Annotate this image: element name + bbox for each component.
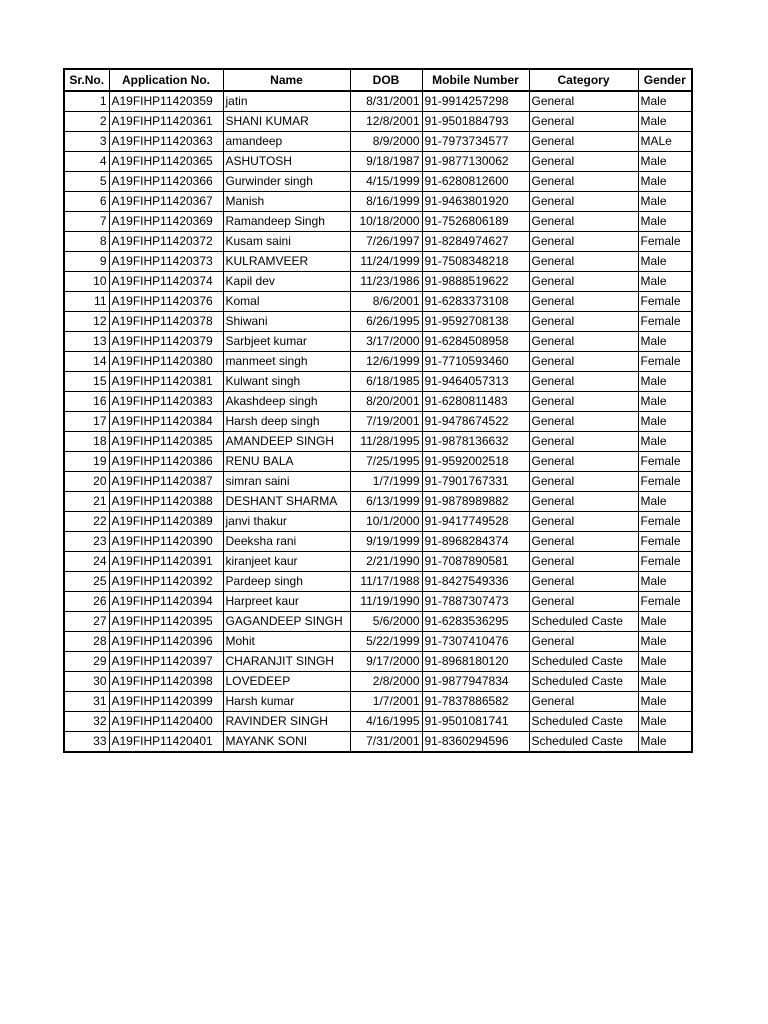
category-cell: General: [529, 592, 638, 612]
dob-cell: 8/31/2001: [350, 91, 422, 112]
sr-no-cell: 33: [64, 732, 109, 753]
table-row: [64, 492, 692, 512]
sr-no-cell: 8: [64, 232, 109, 252]
dob-cell: 11/19/1990: [350, 592, 422, 612]
sr-no-cell: 7: [64, 212, 109, 232]
mobile-number-cell: 91-7710593460: [422, 352, 529, 372]
dob-cell: 7/25/1995: [350, 452, 422, 472]
sr-no-cell: 15: [64, 372, 109, 392]
mobile-number-cell: 91-9592002518: [422, 452, 529, 472]
gender-cell: Female: [638, 512, 692, 532]
sr-no-cell: 11: [64, 292, 109, 312]
mobile-number-cell: 91-7307410476: [422, 632, 529, 652]
header-sr-no: Sr.No.: [64, 69, 109, 91]
category-cell: General: [529, 192, 638, 212]
category-cell: General: [529, 392, 638, 412]
table-row: [64, 592, 692, 612]
header-dob: DOB: [350, 69, 422, 91]
name-cell: Kusam saini: [223, 232, 350, 252]
category-cell: General: [529, 91, 638, 112]
table-row: [64, 352, 692, 372]
gender-cell: Female: [638, 352, 692, 372]
dob-cell: 1/7/1999: [350, 472, 422, 492]
application-no-cell: A19FIHP11420376: [109, 292, 223, 312]
mobile-number-cell: 91-8284974627: [422, 232, 529, 252]
sr-no-cell: 18: [64, 432, 109, 452]
table-row: [64, 652, 692, 672]
category-cell: General: [529, 492, 638, 512]
application-no-cell: A19FIHP11420369: [109, 212, 223, 232]
name-cell: ASHUTOSH: [223, 152, 350, 172]
sr-no-cell: 21: [64, 492, 109, 512]
header-mobile-number: Mobile Number: [422, 69, 529, 91]
name-cell: Ramandeep Singh: [223, 212, 350, 232]
dob-cell: 6/26/1995: [350, 312, 422, 332]
name-cell: Gurwinder singh: [223, 172, 350, 192]
gender-cell: Male: [638, 192, 692, 212]
sr-no-cell: 1: [64, 91, 109, 112]
sr-no-cell: 10: [64, 272, 109, 292]
gender-cell: Male: [638, 112, 692, 132]
mobile-number-cell: 91-9878136632: [422, 432, 529, 452]
category-cell: Scheduled Caste: [529, 672, 638, 692]
application-no-cell: A19FIHP11420372: [109, 232, 223, 252]
application-no-cell: A19FIHP11420385: [109, 432, 223, 452]
dob-cell: 7/31/2001: [350, 732, 422, 753]
sr-no-cell: 2: [64, 112, 109, 132]
sr-no-cell: 30: [64, 672, 109, 692]
mobile-number-cell: 91-9878989882: [422, 492, 529, 512]
category-cell: General: [529, 472, 638, 492]
name-cell: simran saini: [223, 472, 350, 492]
dob-cell: 4/15/1999: [350, 172, 422, 192]
table-row: [64, 512, 692, 532]
sr-no-cell: 27: [64, 612, 109, 632]
applicant-table: [63, 68, 693, 753]
application-no-cell: A19FIHP11420391: [109, 552, 223, 572]
gender-cell: Female: [638, 312, 692, 332]
mobile-number-cell: 91-9417749528: [422, 512, 529, 532]
application-no-cell: A19FIHP11420390: [109, 532, 223, 552]
application-no-cell: A19FIHP11420374: [109, 272, 223, 292]
table-row: [64, 332, 692, 352]
table-row: [64, 272, 692, 292]
name-cell: Komal: [223, 292, 350, 312]
table-row: [64, 672, 692, 692]
sr-no-cell: 23: [64, 532, 109, 552]
sr-no-cell: 9: [64, 252, 109, 272]
table-row: [64, 252, 692, 272]
gender-cell: Female: [638, 472, 692, 492]
header-name: Name: [223, 69, 350, 91]
name-cell: AMANDEEP SINGH: [223, 432, 350, 452]
name-cell: RAVINDER SINGH: [223, 712, 350, 732]
mobile-number-cell: 91-7508348218: [422, 252, 529, 272]
dob-cell: 12/6/1999: [350, 352, 422, 372]
sr-no-cell: 19: [64, 452, 109, 472]
application-no-cell: A19FIHP11420361: [109, 112, 223, 132]
category-cell: General: [529, 532, 638, 552]
application-no-cell: A19FIHP11420384: [109, 412, 223, 432]
dob-cell: 8/20/2001: [350, 392, 422, 412]
name-cell: Shiwani: [223, 312, 350, 332]
mobile-number-cell: 91-8427549336: [422, 572, 529, 592]
mobile-number-cell: 91-8968284374: [422, 532, 529, 552]
gender-cell: Male: [638, 572, 692, 592]
sr-no-cell: 31: [64, 692, 109, 712]
gender-cell: Male: [638, 672, 692, 692]
table-row: [64, 312, 692, 332]
name-cell: Deeksha rani: [223, 532, 350, 552]
gender-cell: Male: [638, 712, 692, 732]
application-no-cell: A19FIHP11420400: [109, 712, 223, 732]
name-cell: Pardeep singh: [223, 572, 350, 592]
mobile-number-cell: 91-9478674522: [422, 412, 529, 432]
mobile-number-cell: 91-7973734577: [422, 132, 529, 152]
sr-no-cell: 4: [64, 152, 109, 172]
table-row: [64, 132, 692, 152]
application-no-cell: A19FIHP11420383: [109, 392, 223, 412]
dob-cell: 11/24/1999: [350, 252, 422, 272]
gender-cell: Male: [638, 632, 692, 652]
category-cell: General: [529, 352, 638, 372]
application-no-cell: A19FIHP11420387: [109, 472, 223, 492]
sr-no-cell: 29: [64, 652, 109, 672]
name-cell: Kapil dev: [223, 272, 350, 292]
table-row: [64, 292, 692, 312]
dob-cell: 8/6/2001: [350, 292, 422, 312]
mobile-number-cell: 91-6283536295: [422, 612, 529, 632]
dob-cell: 1/7/2001: [350, 692, 422, 712]
mobile-number-cell: 91-8360294596: [422, 732, 529, 753]
sr-no-cell: 28: [64, 632, 109, 652]
category-cell: General: [529, 272, 638, 292]
gender-cell: Female: [638, 592, 692, 612]
mobile-number-cell: 91-9501884793: [422, 112, 529, 132]
sr-no-cell: 12: [64, 312, 109, 332]
table-row: [64, 212, 692, 232]
mobile-number-cell: 91-7887307473: [422, 592, 529, 612]
category-cell: General: [529, 252, 638, 272]
table-row: [64, 91, 692, 112]
mobile-number-cell: 91-6280812600: [422, 172, 529, 192]
application-no-cell: A19FIHP11420381: [109, 372, 223, 392]
mobile-number-cell: 91-9877130062: [422, 152, 529, 172]
sr-no-cell: 17: [64, 412, 109, 432]
gender-cell: Male: [638, 272, 692, 292]
table-row: [64, 432, 692, 452]
application-no-cell: A19FIHP11420379: [109, 332, 223, 352]
dob-cell: 7/26/1997: [350, 232, 422, 252]
category-cell: General: [529, 292, 638, 312]
category-cell: General: [529, 512, 638, 532]
dob-cell: 10/18/2000: [350, 212, 422, 232]
application-no-cell: A19FIHP11420389: [109, 512, 223, 532]
table-row: [64, 392, 692, 412]
application-no-cell: A19FIHP11420399: [109, 692, 223, 712]
gender-cell: Male: [638, 152, 692, 172]
application-no-cell: A19FIHP11420363: [109, 132, 223, 152]
dob-cell: 9/17/2000: [350, 652, 422, 672]
application-no-cell: A19FIHP11420366: [109, 172, 223, 192]
application-no-cell: A19FIHP11420365: [109, 152, 223, 172]
name-cell: KULRAMVEER: [223, 252, 350, 272]
dob-cell: 8/9/2000: [350, 132, 422, 152]
gender-cell: Male: [638, 392, 692, 412]
mobile-number-cell: 91-9888519622: [422, 272, 529, 292]
application-no-cell: A19FIHP11420395: [109, 612, 223, 632]
dob-cell: 5/22/1999: [350, 632, 422, 652]
name-cell: kiranjeet kaur: [223, 552, 350, 572]
category-cell: General: [529, 172, 638, 192]
dob-cell: 11/17/1988: [350, 572, 422, 592]
sr-no-cell: 26: [64, 592, 109, 612]
gender-cell: Female: [638, 532, 692, 552]
mobile-number-cell: 91-7526806189: [422, 212, 529, 232]
sr-no-cell: 20: [64, 472, 109, 492]
mobile-number-cell: 91-8968180120: [422, 652, 529, 672]
category-cell: General: [529, 232, 638, 252]
application-no-cell: A19FIHP11420394: [109, 592, 223, 612]
category-cell: Scheduled Caste: [529, 732, 638, 753]
application-no-cell: A19FIHP11420398: [109, 672, 223, 692]
application-no-cell: A19FIHP11420359: [109, 91, 223, 112]
dob-cell: 7/19/2001: [350, 412, 422, 432]
name-cell: SHANI KUMAR: [223, 112, 350, 132]
header-row: [64, 69, 692, 91]
gender-cell: Male: [638, 652, 692, 672]
gender-cell: Female: [638, 452, 692, 472]
category-cell: General: [529, 112, 638, 132]
table-row: [64, 732, 692, 753]
category-cell: Scheduled Caste: [529, 612, 638, 632]
category-cell: General: [529, 332, 638, 352]
gender-cell: Female: [638, 552, 692, 572]
mobile-number-cell: 91-6284508958: [422, 332, 529, 352]
dob-cell: 5/6/2000: [350, 612, 422, 632]
dob-cell: 6/13/1999: [350, 492, 422, 512]
application-no-cell: A19FIHP11420373: [109, 252, 223, 272]
table-row: [64, 112, 692, 132]
name-cell: Manish: [223, 192, 350, 212]
category-cell: General: [529, 432, 638, 452]
category-cell: General: [529, 692, 638, 712]
name-cell: GAGANDEEP SINGH: [223, 612, 350, 632]
dob-cell: 2/8/2000: [350, 672, 422, 692]
category-cell: General: [529, 312, 638, 332]
application-no-cell: A19FIHP11420396: [109, 632, 223, 652]
sr-no-cell: 22: [64, 512, 109, 532]
sr-no-cell: 25: [64, 572, 109, 592]
mobile-number-cell: 91-6283373108: [422, 292, 529, 312]
mobile-number-cell: 91-7837886582: [422, 692, 529, 712]
category-cell: General: [529, 412, 638, 432]
header-category: Category: [529, 69, 638, 91]
mobile-number-cell: 91-9464057313: [422, 372, 529, 392]
application-no-cell: A19FIHP11420367: [109, 192, 223, 212]
gender-cell: MALe: [638, 132, 692, 152]
dob-cell: 11/23/1986: [350, 272, 422, 292]
mobile-number-cell: 91-7087890581: [422, 552, 529, 572]
application-no-cell: A19FIHP11420386: [109, 452, 223, 472]
table-row: [64, 472, 692, 492]
table-row: [64, 372, 692, 392]
category-cell: General: [529, 572, 638, 592]
category-cell: General: [529, 212, 638, 232]
name-cell: Sarbjeet kumar: [223, 332, 350, 352]
table-row: [64, 572, 692, 592]
table-row: [64, 452, 692, 472]
mobile-number-cell: 91-9877947834: [422, 672, 529, 692]
category-cell: General: [529, 452, 638, 472]
gender-cell: Male: [638, 612, 692, 632]
table-row: [64, 192, 692, 212]
gender-cell: Male: [638, 332, 692, 352]
application-no-cell: A19FIHP11420401: [109, 732, 223, 753]
table-row: [64, 552, 692, 572]
mobile-number-cell: 91-7901767331: [422, 472, 529, 492]
dob-cell: 4/16/1995: [350, 712, 422, 732]
name-cell: Mohit: [223, 632, 350, 652]
dob-cell: 11/28/1995: [350, 432, 422, 452]
name-cell: amandeep: [223, 132, 350, 152]
gender-cell: Male: [638, 492, 692, 512]
gender-cell: Female: [638, 232, 692, 252]
category-cell: General: [529, 372, 638, 392]
dob-cell: 3/17/2000: [350, 332, 422, 352]
sr-no-cell: 5: [64, 172, 109, 192]
header-application-no: Application No.: [109, 69, 223, 91]
category-cell: General: [529, 632, 638, 652]
name-cell: Kulwant singh: [223, 372, 350, 392]
mobile-number-cell: 91-9914257298: [422, 91, 529, 112]
name-cell: CHARANJIT SINGH: [223, 652, 350, 672]
table-row: [64, 712, 692, 732]
dob-cell: 10/1/2000: [350, 512, 422, 532]
dob-cell: 6/18/1985: [350, 372, 422, 392]
table-row: [64, 232, 692, 252]
mobile-number-cell: 91-9592708138: [422, 312, 529, 332]
table-row: [64, 172, 692, 192]
name-cell: Harpreet kaur: [223, 592, 350, 612]
name-cell: MAYANK SONI: [223, 732, 350, 753]
mobile-number-cell: 91-6280811483: [422, 392, 529, 412]
dob-cell: 9/19/1999: [350, 532, 422, 552]
gender-cell: Female: [638, 292, 692, 312]
table-row: [64, 632, 692, 652]
gender-cell: Male: [638, 372, 692, 392]
sr-no-cell: 14: [64, 352, 109, 372]
sr-no-cell: 13: [64, 332, 109, 352]
category-cell: General: [529, 132, 638, 152]
mobile-number-cell: 91-9463801920: [422, 192, 529, 212]
table-row: [64, 532, 692, 552]
sr-no-cell: 16: [64, 392, 109, 412]
gender-cell: Male: [638, 732, 692, 753]
dob-cell: 2/21/1990: [350, 552, 422, 572]
sr-no-cell: 24: [64, 552, 109, 572]
table-row: [64, 412, 692, 432]
mobile-number-cell: 91-9501081741: [422, 712, 529, 732]
name-cell: Harsh deep singh: [223, 412, 350, 432]
name-cell: Akashdeep singh: [223, 392, 350, 412]
name-cell: LOVEDEEP: [223, 672, 350, 692]
name-cell: janvi thakur: [223, 512, 350, 532]
sr-no-cell: 32: [64, 712, 109, 732]
gender-cell: Male: [638, 412, 692, 432]
dob-cell: 9/18/1987: [350, 152, 422, 172]
application-no-cell: A19FIHP11420378: [109, 312, 223, 332]
table-row: [64, 612, 692, 632]
name-cell: Harsh kumar: [223, 692, 350, 712]
application-no-cell: A19FIHP11420392: [109, 572, 223, 592]
name-cell: RENU BALA: [223, 452, 350, 472]
dob-cell: 12/8/2001: [350, 112, 422, 132]
application-no-cell: A19FIHP11420380: [109, 352, 223, 372]
application-no-cell: A19FIHP11420397: [109, 652, 223, 672]
dob-cell: 8/16/1999: [350, 192, 422, 212]
gender-cell: Male: [638, 91, 692, 112]
sr-no-cell: 6: [64, 192, 109, 212]
name-cell: DESHANT SHARMA: [223, 492, 350, 512]
category-cell: General: [529, 152, 638, 172]
name-cell: manmeet singh: [223, 352, 350, 372]
header-gender: Gender: [638, 69, 692, 91]
category-cell: General: [529, 552, 638, 572]
gender-cell: Male: [638, 252, 692, 272]
gender-cell: Male: [638, 172, 692, 192]
category-cell: Scheduled Caste: [529, 712, 638, 732]
table-row: [64, 152, 692, 172]
name-cell: jatin: [223, 91, 350, 112]
application-no-cell: A19FIHP11420388: [109, 492, 223, 512]
category-cell: Scheduled Caste: [529, 652, 638, 672]
gender-cell: Male: [638, 212, 692, 232]
gender-cell: Male: [638, 692, 692, 712]
gender-cell: Male: [638, 432, 692, 452]
table-row: [64, 692, 692, 712]
sr-no-cell: 3: [64, 132, 109, 152]
